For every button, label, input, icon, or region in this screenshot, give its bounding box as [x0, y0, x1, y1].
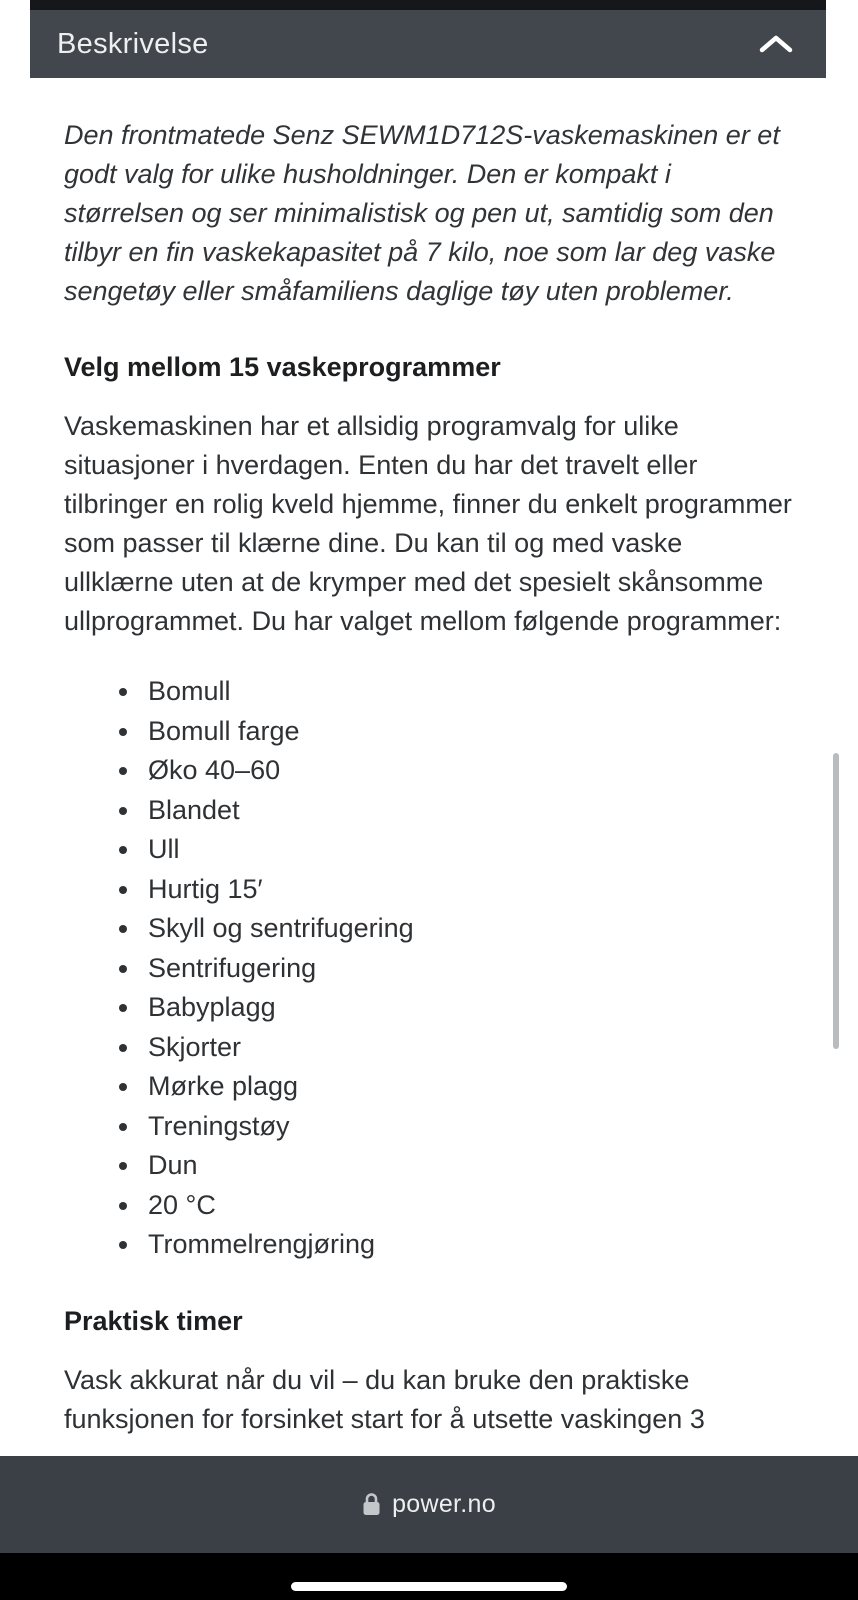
program-list: [64, 672, 792, 1265]
program-list-item: • Hurtig 15′: [142, 870, 792, 910]
scrollbar-thumb[interactable]: [833, 753, 839, 1049]
program-list-item: • Skyll og sentrifugering: [142, 909, 792, 949]
program-list-item: • Bomull farge: [142, 712, 792, 752]
program-list-item: • Dun: [142, 1146, 792, 1186]
program-list-item: • Skjorter: [142, 1028, 792, 1068]
program-list-item: • Ull: [142, 830, 792, 870]
program-list-item: • Treningstøy: [142, 1107, 792, 1147]
timer-paragraph: Vask akkurat når du vil – du kan bruke den praktiske funksjonen for forsinket start for å utsette vaskingen 3: [64, 1364, 705, 1434]
timer-heading: Praktisk timer: [64, 1305, 243, 1336]
home-indicator[interactable]: [291, 1582, 567, 1591]
description-section: [30, 0, 826, 1499]
intro-paragraph: Den frontmatede Senz SEWM1D712S-vaskemaskinen er et godt valg for ulike husholdninger. Den er kompakt i størrelsen og ser minimalistisk og pen ut, samtidig som den tilbyr en fin vaskekapasitet på 7 kilo, noe som lar deg vaske sengetøy eller småfamiliens daglige tøy uten problemer.: [64, 120, 780, 306]
programs-heading: Velg mellom 15 vaskeprogrammer: [64, 352, 501, 382]
browser-address-bar[interactable]: [0, 1456, 858, 1553]
program-list-item: • Sentrifugering: [142, 949, 792, 989]
program-list-item: • Babyplagg: [142, 988, 792, 1028]
home-indicator-area: [0, 1553, 858, 1600]
chevron-up-icon[interactable]: [758, 33, 794, 55]
program-list-item: • Mørke plagg: [142, 1067, 792, 1107]
url-text: power.no: [392, 1490, 496, 1518]
program-list-item: • Trommelrengjøring: [142, 1225, 792, 1265]
program-list-item: • Øko 40–60: [142, 751, 792, 791]
lock-icon: [362, 1492, 381, 1517]
top-strip: [30, 0, 826, 10]
programs-paragraph: Vaskemaskinen har et allsidig programvalg for ulike situasjoner i hverdagen. Enten du har det travelt eller tilbringer en rolig kveld hjemme, finner du enkelt programmer som passer til klærne dine. Du kan til og med vaske ullklærne uten at de krymper med det spesielt skånsomme ullprogrammet. Du har valget mellom følgende programmer:: [64, 411, 792, 636]
description-content: [30, 78, 826, 1499]
program-list-item: • 20 °C: [142, 1186, 792, 1226]
program-list-item: • Blandet: [142, 791, 792, 831]
section-title: Beskrivelse: [57, 27, 209, 60]
description-section-header[interactable]: [30, 10, 826, 78]
program-list-item: • Bomull: [142, 672, 792, 712]
